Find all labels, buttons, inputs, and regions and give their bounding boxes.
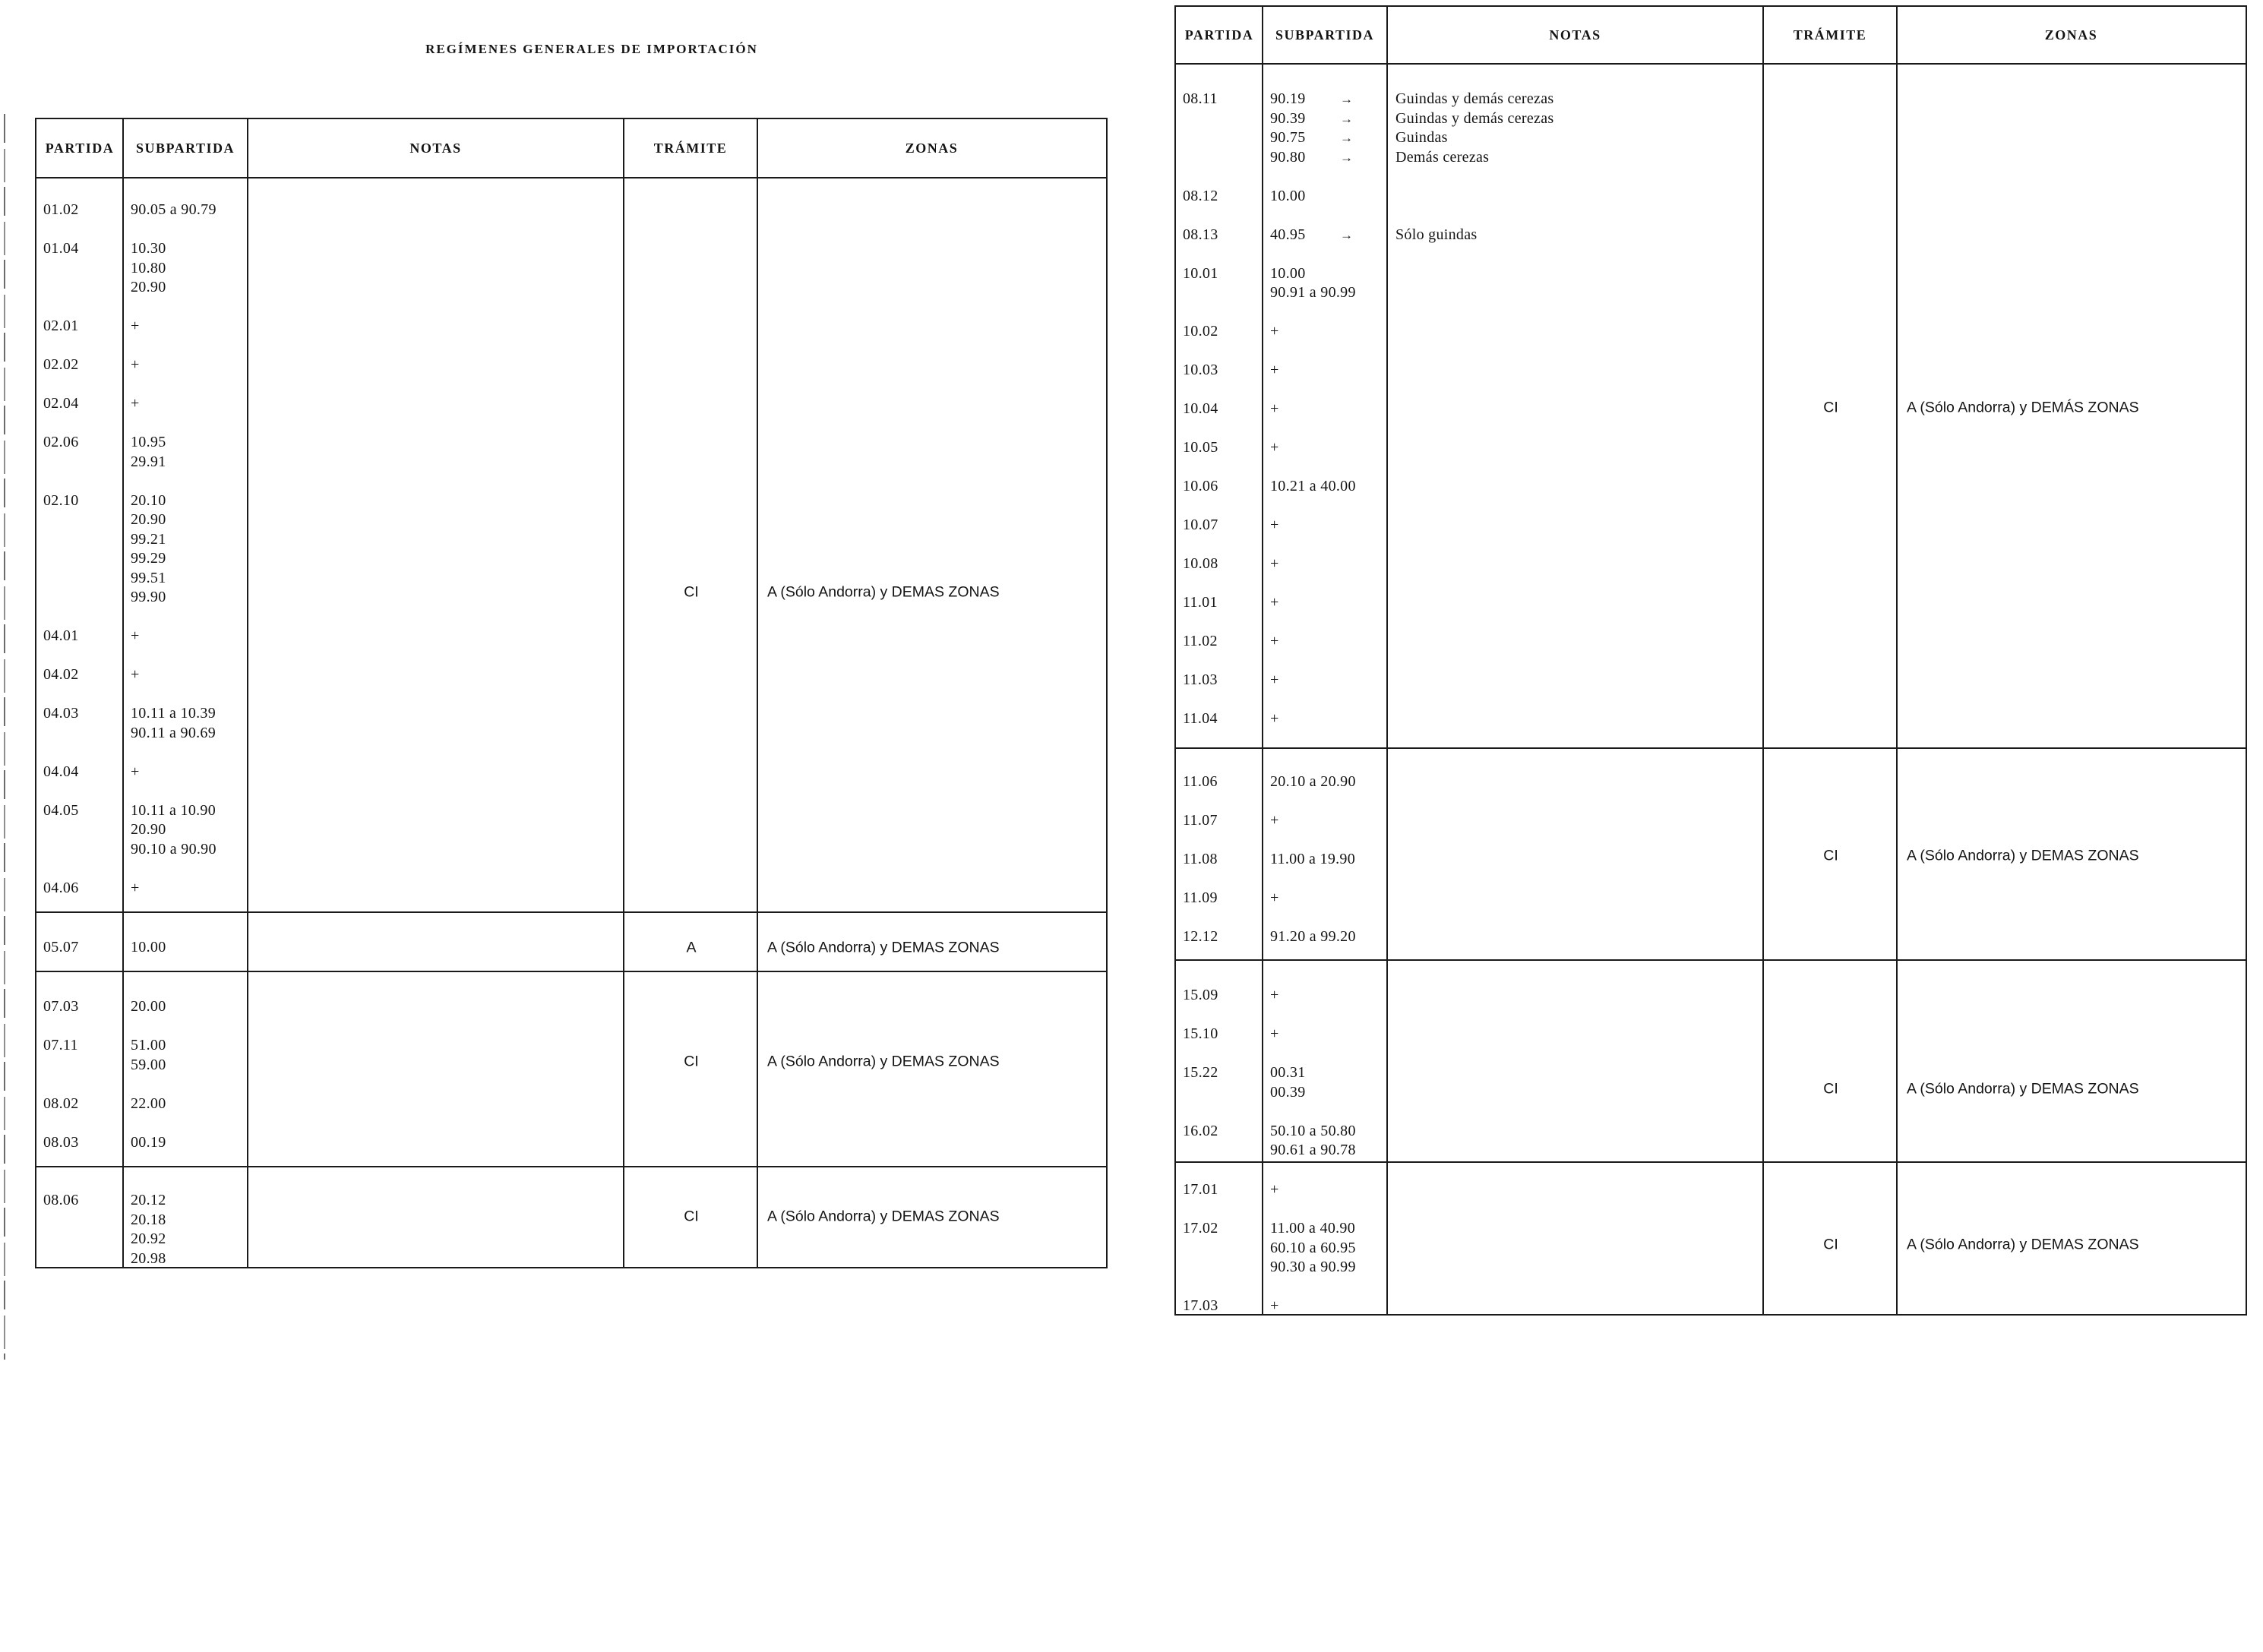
partida-code: 04.01 [43,627,79,644]
subpartida-code: + [1270,1025,1279,1042]
partida-code: 04.03 [43,705,79,722]
row-line [36,840,1106,860]
partida-code: 08.03 [43,1133,79,1151]
header-notas: NOTAS [1549,27,1601,43]
row-line [36,763,1106,782]
row-line [36,724,1106,744]
subpartida-code: 90.39 [1270,109,1306,127]
row-line [1176,772,2246,792]
partida-code: 11.04 [1183,710,1218,727]
table-row [36,879,1106,899]
header-subpartida: SUBPARTIDA [135,140,235,156]
subpartida-code: + [131,879,140,896]
subpartida-code: 20.90 [131,511,166,528]
header-subpartida: SUBPARTIDA [1275,27,1375,43]
arrow-icon: → [1340,150,1354,165]
subpartida-code: 51.00 [131,1037,166,1053]
subpartida-code: 29.91 [131,453,166,470]
subpartida-code: 11.00 a 19.90 [1270,851,1356,867]
row-line [36,665,1106,685]
table-row [36,704,1106,743]
row-line [36,820,1106,840]
partida-code: 02.02 [43,356,79,373]
row-line [1176,361,2246,381]
partida-code: 10.05 [1183,439,1218,456]
subpartida-code: 50.10 a 50.80 [1270,1122,1356,1139]
subpartida-code: 99.90 [131,589,166,605]
table-header [36,119,1106,178]
import-table-left [35,118,1108,1268]
subpartida-code: 40.95 [1270,226,1306,243]
table-group [1176,749,2246,961]
table-row [36,801,1106,860]
tramite-value: CI [684,583,699,601]
table-row [1176,593,2246,613]
table-group [1176,1163,2246,1316]
subpartida-code: 20.90 [131,821,166,838]
partida-code: 17.03 [1183,1297,1218,1314]
partida-code: 16.02 [1183,1122,1218,1139]
nota-text: Guindas [1395,129,1448,146]
row-line [1176,1180,2246,1200]
partida-code: 11.06 [1183,773,1218,790]
subpartida-code: 90.80 [1270,148,1306,166]
group-rows [1176,772,2246,966]
partida-code: 10.06 [1183,478,1218,494]
tramite-value: A [686,939,697,956]
subpartida-code: 20.92 [131,1230,166,1247]
header-tramite: TRÁMITE [1793,27,1867,43]
row-line [36,1094,1106,1114]
group-rows [36,1191,1106,1288]
arrow-icon: → [1340,227,1354,242]
partida-code: 10.02 [1183,323,1218,340]
subpartida-code: 00.31 [1270,1064,1306,1081]
partida-code: 17.01 [1183,1181,1218,1198]
page-title: REGÍMENES GENERALES DE IMPORTACIÓN [425,42,758,56]
subpartida-code: + [1270,400,1279,417]
subpartida-code: 10.80 [131,259,166,276]
subpartida-code: + [1270,889,1279,906]
subpartida-code: 20.90 [131,279,166,295]
header-notas: NOTAS [409,140,462,156]
row-line [36,801,1106,821]
partida-code: 11.08 [1183,851,1218,867]
row-line [1176,1141,2246,1161]
row-line [1176,554,2246,574]
partida-code: 01.02 [43,201,79,218]
partida-code: 08.06 [43,1192,79,1208]
subpartida-code: + [1270,812,1279,829]
table-row [1176,90,2246,167]
subpartida-code: 90.10 a 90.90 [131,840,217,858]
subpartida-code: + [131,356,140,373]
row-line [36,530,1106,550]
table-row [1176,477,2246,497]
nota-text: Sólo guindas [1395,226,1478,243]
zonas-value: A (Sólo Andorra) y DEMAS ZONAS [1907,847,2139,864]
table-group [1176,65,2246,749]
table-row [36,1094,1106,1114]
row-line [1176,90,2246,109]
row-line [36,355,1106,375]
zonas-value: A (Sólo Andorra) y DEMAS ZONAS [767,939,1000,956]
partida-code: 04.06 [43,879,79,896]
table-row [1176,516,2246,535]
row-line [1176,927,2246,947]
row-line [1176,709,2246,729]
tramite-value: CI [684,1208,699,1225]
subpartida-code: 20.10 [131,491,166,509]
table-header [1176,7,2246,65]
subpartida-code: + [1270,516,1279,533]
row-line [1176,1258,2246,1278]
row-line [36,1249,1106,1269]
partida-code: 02.01 [43,317,79,334]
partida-code: 07.11 [43,1037,78,1053]
subpartida-code: + [1270,671,1279,688]
subpartida-code: + [1270,710,1279,727]
subpartida-code: 20.10 a 20.90 [1270,773,1356,790]
subpartida-code: + [1270,323,1279,340]
partida-code: 05.07 [43,939,79,956]
table-group [36,178,1106,913]
table-row [1176,187,2246,207]
subpartida-code: 90.75 [1270,129,1306,146]
table-row [1176,1025,2246,1044]
table-row [1176,264,2246,303]
table-group [36,972,1106,1167]
import-table-right [1174,5,2247,1316]
table-row [1176,361,2246,381]
zonas-value: A (Sólo Andorra) y DEMAS ZONAS [1907,1236,2139,1253]
partida-code: 10.03 [1183,362,1218,378]
subpartida-code: 99.29 [131,550,166,567]
table-row [1176,1297,2246,1316]
subpartida-code: 90.19 [1270,90,1306,107]
tramite-value: CI [684,1053,699,1070]
group-rows [36,201,1106,918]
subpartida-code: 00.39 [1270,1083,1306,1101]
partida-code: 04.04 [43,763,79,780]
row-line [36,201,1106,220]
table-row [1176,632,2246,652]
subpartida-code: 22.00 [131,1094,166,1112]
subpartida-code: 20.00 [131,998,166,1015]
subpartida-code: 99.51 [131,569,166,586]
subpartida-code: 10.21 a 40.00 [1270,478,1356,494]
subpartida-code: 99.21 [131,530,166,548]
row-line [36,317,1106,336]
table-group [36,913,1106,972]
partida-code: 12.12 [1183,928,1218,945]
partida-code: 11.01 [1183,594,1218,611]
table-row [1176,889,2246,908]
partida-code: 01.04 [43,240,79,257]
subpartida-code: + [1270,594,1279,611]
tramite-value: CI [1823,1236,1838,1253]
subpartida-code: 20.18 [131,1211,166,1228]
row-line [36,1133,1106,1153]
group-rows [1176,1180,2246,1335]
subpartida-code: + [1270,439,1279,456]
row-line [36,879,1106,899]
row-line [1176,226,2246,245]
subpartida-code: + [131,627,140,644]
table-row [36,665,1106,685]
table-row [1176,986,2246,1006]
partida-code: 11.07 [1183,812,1218,829]
row-line [36,1230,1106,1249]
row-line [1176,438,2246,458]
partida-code: 11.02 [1183,633,1218,649]
subpartida-code: + [1270,362,1279,378]
table-row [1176,438,2246,458]
subpartida-code: 20.98 [131,1249,166,1267]
partida-code: 10.01 [1183,264,1218,282]
nota-text: Guindas y demás cerezas [1395,109,1554,127]
table-row [1176,671,2246,690]
partida-code: 15.10 [1183,1025,1218,1042]
partida-code: 02.04 [43,395,79,412]
zonas-value: A (Sólo Andorra) y DEMAS ZONAS [1907,1080,2139,1098]
zonas-value: A (Sólo Andorra) y DEMÁS ZONAS [1907,399,2139,416]
zonas-value: A (Sólo Andorra) y DEMAS ZONAS [767,1208,1000,1225]
row-line [1176,1122,2246,1142]
table-row [36,997,1106,1017]
row-line [1176,322,2246,342]
arrow-icon: → [1340,92,1354,106]
row-line [1176,516,2246,535]
nota-text: Demás cerezas [1395,148,1490,166]
row-line [1176,986,2246,1006]
table-group [1176,961,2246,1163]
partida-code: 11.09 [1183,889,1218,906]
group-rows [1176,90,2246,748]
subpartida-code: + [1270,987,1279,1003]
partida-code: 04.05 [43,801,79,819]
table-row [1176,772,2246,792]
table-row [1176,322,2246,342]
header-zonas: ZONAS [905,140,959,156]
subpartida-code: + [1270,633,1279,649]
group-rows [36,997,1106,1172]
row-line [36,394,1106,414]
subpartida-code: 10.00 [1270,187,1306,204]
subpartida-code: 90.91 a 90.99 [1270,284,1356,301]
row-line [1176,889,2246,908]
row-line [36,259,1106,279]
subpartida-code: 11.00 a 40.90 [1270,1220,1356,1237]
row-line [1176,264,2246,284]
subpartida-code: + [1270,555,1279,572]
arrow-icon: → [1340,111,1354,126]
table-row [36,394,1106,414]
row-line [1176,811,2246,831]
table-row [1176,811,2246,831]
row-line [1176,283,2246,303]
table-row [1176,1180,2246,1200]
table-row [1176,226,2246,245]
subpartida-code: 10.11 a 10.90 [131,801,217,819]
subpartida-code: + [131,395,140,412]
table-row [36,627,1106,646]
row-line [1176,477,2246,497]
row-line [1176,187,2246,207]
row-line [1176,109,2246,129]
row-line [36,278,1106,298]
subpartida-code: 10.11 a 10.39 [131,705,217,722]
subpartida-code: 10.30 [131,240,166,257]
header-partida: PARTIDA [45,140,115,156]
table-row [1176,709,2246,729]
partida-code: 11.03 [1183,671,1218,688]
subpartida-code: 10.95 [131,434,166,450]
header-partida: PARTIDA [1184,27,1254,43]
tramite-value: CI [1823,399,1838,416]
row-line [36,491,1106,511]
partida-code: 15.22 [1183,1064,1218,1081]
row-line [36,433,1106,453]
table-row [36,355,1106,375]
row-line [1176,671,2246,690]
table-group [36,1167,1106,1268]
partida-code: 04.02 [43,666,79,683]
partida-code: 08.11 [1183,90,1218,107]
partida-code: 08.12 [1183,187,1218,204]
row-line [1176,1297,2246,1316]
subpartida-code: 10.00 [131,939,166,956]
subpartida-code: 00.19 [131,1133,166,1151]
header-tramite: TRÁMITE [653,140,728,156]
subpartida-code: 10.00 [1270,264,1306,282]
partida-code: 15.09 [1183,987,1218,1003]
subpartida-code: 59.00 [131,1056,166,1073]
subpartida-code: 91.20 a 99.20 [1270,928,1356,945]
table-row [36,1133,1106,1153]
partida-code: 08.13 [1183,226,1218,243]
row-line [36,704,1106,724]
zonas-value: A (Sólo Andorra) y DEMAS ZONAS [767,1053,1000,1070]
zonas-value: A (Sólo Andorra) y DEMAS ZONAS [767,583,1000,601]
partida-code: 10.07 [1183,516,1218,533]
table-row [36,433,1106,472]
subpartida-code: 60.10 a 60.95 [1270,1239,1356,1256]
partida-code: 02.10 [43,491,79,509]
subpartida-code: 90.61 a 90.78 [1270,1142,1356,1158]
row-line [36,239,1106,259]
row-line [36,510,1106,530]
header-zonas: ZONAS [2044,27,2098,43]
subpartida-code: + [131,666,140,683]
nota-text: Guindas y demás cerezas [1395,90,1554,107]
table-row [1176,554,2246,574]
row-line [36,453,1106,472]
subpartida-code: + [1270,1297,1279,1314]
table-row [1176,1122,2246,1161]
subpartida-code: 90.05 a 90.79 [131,201,217,218]
row-line [36,997,1106,1017]
row-line [1176,593,2246,613]
table-row [36,239,1106,298]
table-row [36,317,1106,336]
table-row [36,763,1106,782]
table-row [36,1191,1106,1268]
partida-code: 17.02 [1183,1220,1218,1237]
partida-code: 07.03 [43,998,79,1015]
subpartida-code: + [1270,1181,1279,1198]
arrow-icon: → [1340,131,1354,145]
table-row [1176,927,2246,947]
tramite-value: CI [1823,847,1838,864]
table-row [36,201,1106,220]
partida-code: 10.04 [1183,400,1218,417]
row-line [1176,148,2246,168]
subpartida-code: 90.11 a 90.69 [131,724,217,741]
row-line [36,549,1106,569]
subpartida-code: 90.30 a 90.99 [1270,1259,1356,1275]
tramite-value: CI [1823,1080,1838,1098]
subpartida-code: + [131,763,140,780]
row-line [1176,1025,2246,1044]
subpartida-code: 20.12 [131,1192,166,1208]
row-line [1176,128,2246,148]
subpartida-code: + [131,317,140,334]
row-line [1176,632,2246,652]
row-line [36,627,1106,646]
partida-code: 08.02 [43,1094,79,1112]
partida-code: 10.08 [1183,555,1218,572]
scan-edge-line [4,114,5,1360]
partida-code: 02.06 [43,434,79,450]
